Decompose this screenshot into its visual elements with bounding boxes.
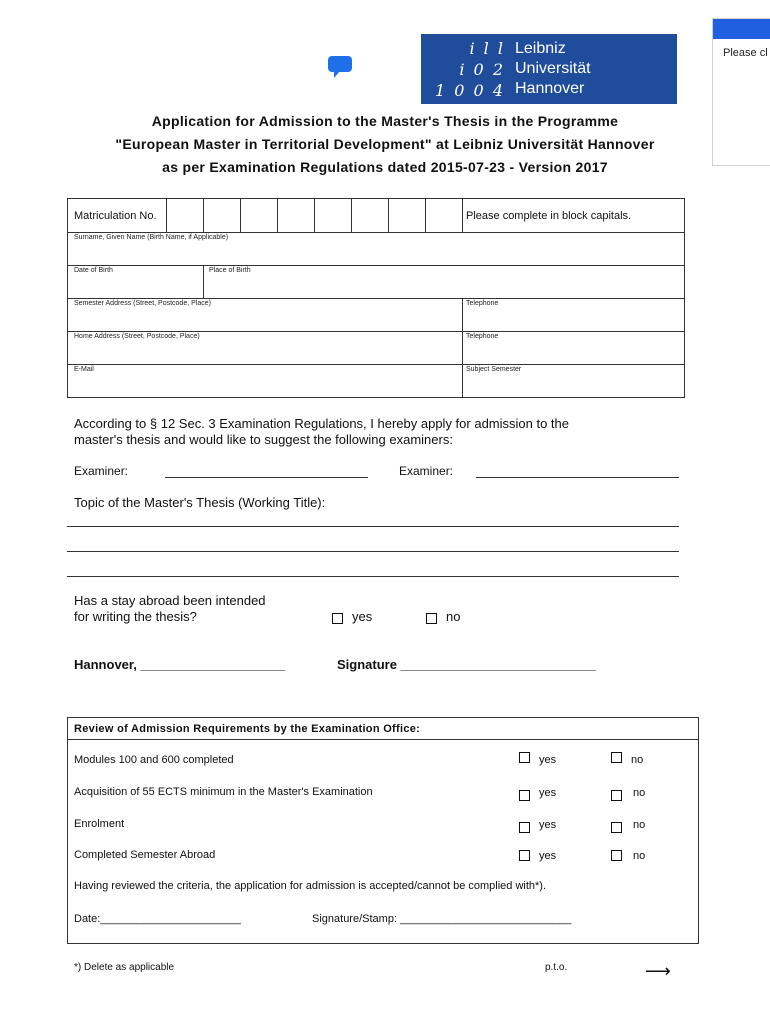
- side-panel-text: Please cl: [723, 47, 768, 59]
- abroad-question-line-2: for writing the thesis?: [74, 609, 197, 624]
- title-line-2: "European Master in Territorial Development" at Leibniz Universität Hannover: [115, 136, 655, 152]
- modules-no-label: no: [631, 754, 644, 766]
- abroad-yes-checkbox[interactable]: [332, 613, 343, 624]
- semester-abroad-yes-label: yes: [539, 850, 557, 862]
- review-conclusion: Having reviewed the criteria, the application for admission is accepted/cannot be complied with*).: [74, 880, 547, 892]
- modules-yes-label: yes: [539, 754, 557, 766]
- subject-semester-label: Subject Semester: [466, 366, 522, 373]
- home-address-label: Home Address (Street, Postcode, Place): [74, 333, 200, 340]
- comment-icon[interactable]: [326, 55, 354, 79]
- abroad-question-line-1: Has a stay abroad been intended: [74, 593, 266, 608]
- review-item-modules-label: Modules 100 and 600 completed: [74, 754, 234, 766]
- university-logo: [421, 34, 677, 104]
- arrow-right-icon: ⟶: [645, 961, 671, 981]
- telephone-2-field[interactable]: [462, 331, 684, 364]
- semester-abroad-yes-checkbox[interactable]: [519, 850, 530, 861]
- signature-field[interactable]: Signature ___________________________: [337, 657, 596, 672]
- logo-digits: i l l i 0 2 1 0 0 4: [435, 39, 505, 100]
- ects-yes-label: yes: [539, 787, 557, 799]
- telephone-1-field[interactable]: [462, 298, 684, 331]
- examiner-1-line[interactable]: [165, 477, 368, 478]
- review-item-ects-label: Acquisition of 55 ECTS minimum in the Master's Examination: [74, 786, 373, 798]
- ects-no-checkbox[interactable]: [611, 790, 622, 801]
- block-capitals-note: Please complete in block capitals.: [466, 210, 632, 222]
- title-line-1: Application for Admission to the Master's Thesis in the Programme: [151, 113, 619, 129]
- application-text-line-2: master's thesis and would like to suggest the following examiners:: [74, 432, 453, 447]
- email-field[interactable]: [68, 364, 462, 397]
- review-heading: Review of Admission Requirements by the Examination Office:: [74, 723, 421, 735]
- modules-no-checkbox[interactable]: [611, 752, 622, 763]
- matriculation-digit-boxes[interactable]: [166, 199, 462, 232]
- abroad-no-label: no: [446, 609, 461, 624]
- telephone-1-label: Telephone: [466, 300, 499, 307]
- abroad-yes-label: yes: [352, 609, 373, 624]
- title-line-3: as per Examination Regulations dated 2015-07-23 - Version 2017: [162, 159, 608, 175]
- enrolment-no-label: no: [633, 819, 646, 831]
- review-box: [67, 717, 699, 944]
- pto-label: p.t.o.: [545, 962, 568, 973]
- side-panel-header: [713, 19, 770, 39]
- enrolment-yes-checkbox[interactable]: [519, 822, 530, 833]
- subject-semester-field[interactable]: [462, 364, 684, 397]
- stamp-field[interactable]: Signature/Stamp: ____________________________: [312, 913, 572, 925]
- application-text-line-1: According to § 12 Sec. 3 Examination Regulations, I hereby apply for admission to the: [74, 416, 570, 431]
- logo-name: Leibniz Universität Hannover: [515, 40, 591, 97]
- ects-yes-checkbox[interactable]: [519, 790, 530, 801]
- pob-label: Place of Birth: [209, 267, 251, 274]
- place-field[interactable]: Hannover, ____________________: [74, 657, 286, 672]
- email-label: E-Mail: [74, 366, 94, 373]
- home-address-field[interactable]: [68, 331, 462, 364]
- date-field[interactable]: Date:_______________________: [74, 913, 241, 925]
- review-item-abroad-label: Completed Semester Abroad: [74, 849, 216, 861]
- semester-abroad-no-label: no: [633, 850, 646, 862]
- enrolment-yes-label: yes: [539, 819, 557, 831]
- topic-line-2[interactable]: [67, 551, 679, 552]
- enrolment-no-checkbox[interactable]: [611, 822, 622, 833]
- abroad-no-checkbox[interactable]: [426, 613, 437, 624]
- telephone-2-label: Telephone: [466, 333, 499, 340]
- pob-field[interactable]: [203, 265, 684, 298]
- footnote: *) Delete as applicable: [74, 962, 175, 973]
- semester-address-field[interactable]: [68, 298, 462, 331]
- surname-field[interactable]: [68, 232, 684, 265]
- personal-data-form: [67, 198, 685, 398]
- topic-label: Topic of the Master's Thesis (Working Title):: [74, 495, 326, 510]
- dob-field[interactable]: [68, 265, 203, 298]
- examiner-2-label: Examiner:: [399, 464, 454, 478]
- review-item-enrolment-label: Enrolment: [74, 818, 125, 830]
- surname-label: Surname, Given Name (Birth Name, if Applicable): [74, 234, 229, 241]
- semester-abroad-no-checkbox[interactable]: [611, 850, 622, 861]
- modules-yes-checkbox[interactable]: [519, 752, 530, 763]
- examiner-2-line[interactable]: [476, 477, 679, 478]
- topic-line-3[interactable]: [67, 576, 679, 577]
- semester-address-label: Semester Address (Street, Postcode, Place): [74, 300, 211, 307]
- examiner-1-label: Examiner:: [74, 464, 129, 478]
- matriculation-label: Matriculation No.: [74, 210, 157, 222]
- dob-label: Date of Birth: [74, 267, 113, 274]
- topic-line-1[interactable]: [67, 526, 679, 527]
- ects-no-label: no: [633, 787, 646, 799]
